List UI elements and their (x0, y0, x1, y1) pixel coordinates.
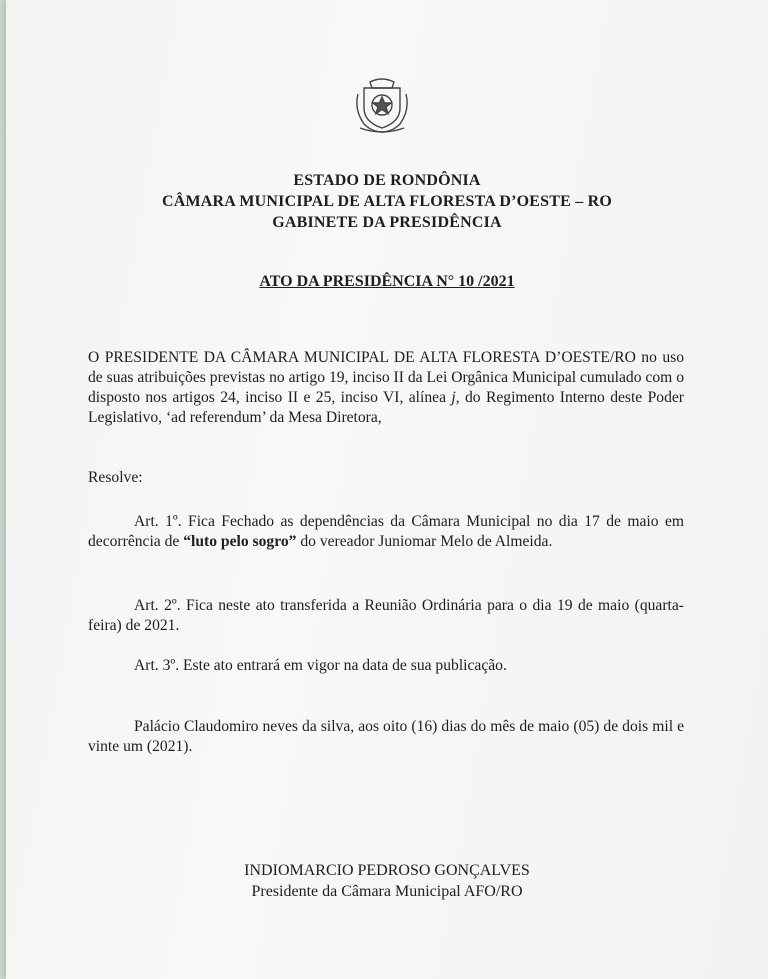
header-chamber: CÂMARA MUNICIPAL DE ALTA FLORESTA D’OESTE – RO (161, 193, 612, 210)
article-1-text-end: do vereador Juniomar Melo de Almeida. (296, 533, 553, 550)
article-1 (88, 512, 684, 552)
header-state: ESTADO DE RONDÔNIA (293, 172, 481, 189)
preamble-text-end: , do Regimento Interno deste Poder Legislativo, ‘ad referendum’ da Mesa Diretora, (88, 389, 684, 426)
document-title (6, 273, 768, 291)
closing-paragraph: Palácio Claudomiro neves da silva, aos oito (16) dias do mês de maio (05) de dois mil e vinte um (2021). (88, 718, 684, 755)
article-2: Art. 2º. Fica neste ato transferida a Reunião Ordinária para o dia 19 de maio (quarta-feira) de 2021. (88, 597, 684, 634)
signature-role: Presidente da Câmara Municipal AFO/RO (251, 883, 523, 900)
preamble-paragraph (88, 348, 684, 428)
document-page (6, 0, 768, 979)
article-3: Art. 3º. Este ato entrará em vigor na data de sua publicação. (134, 657, 507, 674)
header-cabinet: GABINETE DA PRESIDÊNCIA (272, 214, 502, 231)
preamble-italic: j (451, 389, 456, 406)
resolve-label: Resolve: (88, 469, 143, 486)
coat-of-arms-icon (350, 74, 414, 136)
article-1-text: Art. 1º. Fica Fechado as dependências da Câmara Municipal no dia 17 de maio em decorrência de (88, 513, 684, 550)
preamble-text: O PRESIDENTE DA CÂMARA MUNICIPAL DE ALTA FLORESTA D’OESTE/RO no uso de suas atribuições previstas no artigo 19, inciso II da Lei Orgânica Municipal cumulado com o disposto nos artigos 24, inciso II e 25, inciso VI, alínea (88, 349, 684, 406)
signature-name: INDIOMARCIO PEDROSO GONÇALVES (244, 862, 530, 879)
document-title-text: ATO DA PRESIDÊNCIA N° 10 /2021 (259, 273, 515, 290)
article-1-bold: “luto pelo sogro” (183, 533, 297, 550)
